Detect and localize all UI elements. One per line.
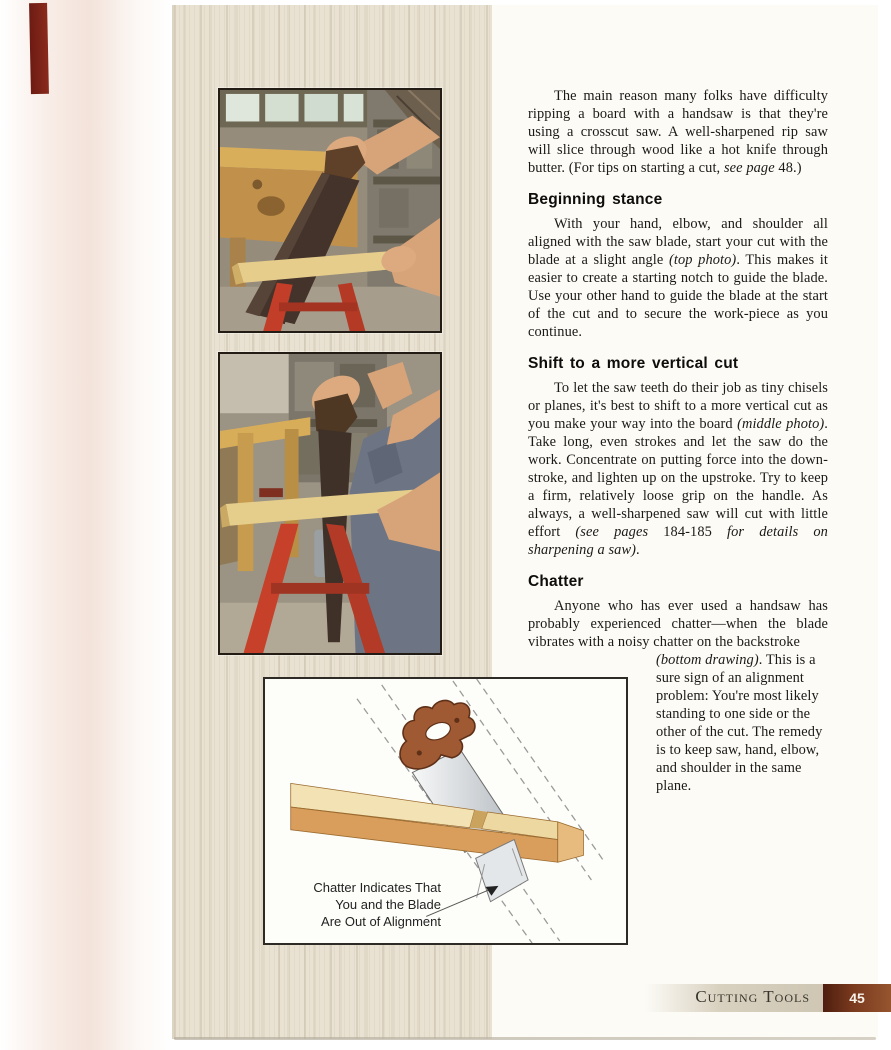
intro-paragraph: The main reason many folks have difficulty ripping a board with a handsaw is that they're using a crosscut saw. A well-sharpened rip saw will slice through wood like a hot knife through butter. (For tips on starting a cut, see page 48.) <box>528 88 828 176</box>
page-bottom-shadow <box>174 1037 876 1040</box>
shift-vertical-paragraph: To let the saw teeth do their job as tiny chisels or planes, it's best to shift to a more vertical cut as you make your way into the board (middle photo). Take long, even strokes and let the saw do the work. Concentrate on putting force into the down-stroke, and lighten up on the upstroke. Try to keep a firm, relatively loose grip on the handle. As always, a well-sharpened saw will cut with little effort (see pages 184-185 for details on sharpening a saw). <box>528 380 828 558</box>
drawing-caption-line: You and the Blade <box>335 897 441 912</box>
facing-page-edge <box>0 0 172 1050</box>
top-photo <box>218 88 442 333</box>
page <box>172 5 878 1039</box>
top-photo-art <box>220 90 440 331</box>
chatter-paragraph-wide: Anyone who has ever used a handsaw has probably experienced chatter—when the blade vibrates with a noisy chatter on the backstroke <box>528 598 828 650</box>
chatter-paragraph-narrow: (bottom drawing). This is a sure sign of an alignment problem: You're most likely standing to one side or the other of the cut. The remedy is to keep saw, hand, elbow, and shoulder in the same plane. <box>656 652 823 794</box>
page-number-badge: 45 <box>823 984 891 1012</box>
footer-bar <box>645 984 891 1012</box>
drawing-caption <box>285 879 441 930</box>
middle-photo <box>218 352 442 655</box>
heading-shift-vertical-cut: Shift to a more vertical cut <box>528 355 739 372</box>
beginning-stance-paragraph: With your hand, elbow, and shoulder all aligned with the saw blade, start your cut with the blade at a slight angle (top photo). This makes it easier to create a starting notch to guide the blade. Use your other hand to guide the blade at the start of the cut and to secure the work-piece as you continue. <box>528 216 828 340</box>
heading-beginning-stance: Beginning stance <box>528 191 663 208</box>
heading-chatter: Chatter <box>528 573 584 590</box>
article-column <box>528 87 828 795</box>
spine-accent-bar <box>29 3 49 94</box>
drawing-caption-line: Chatter Indicates That <box>313 880 441 895</box>
drawing-caption-line: Are Out of Alignment <box>321 914 441 929</box>
footer-section-label: Cutting Tools <box>695 987 810 1006</box>
middle-photo-art <box>220 354 440 653</box>
